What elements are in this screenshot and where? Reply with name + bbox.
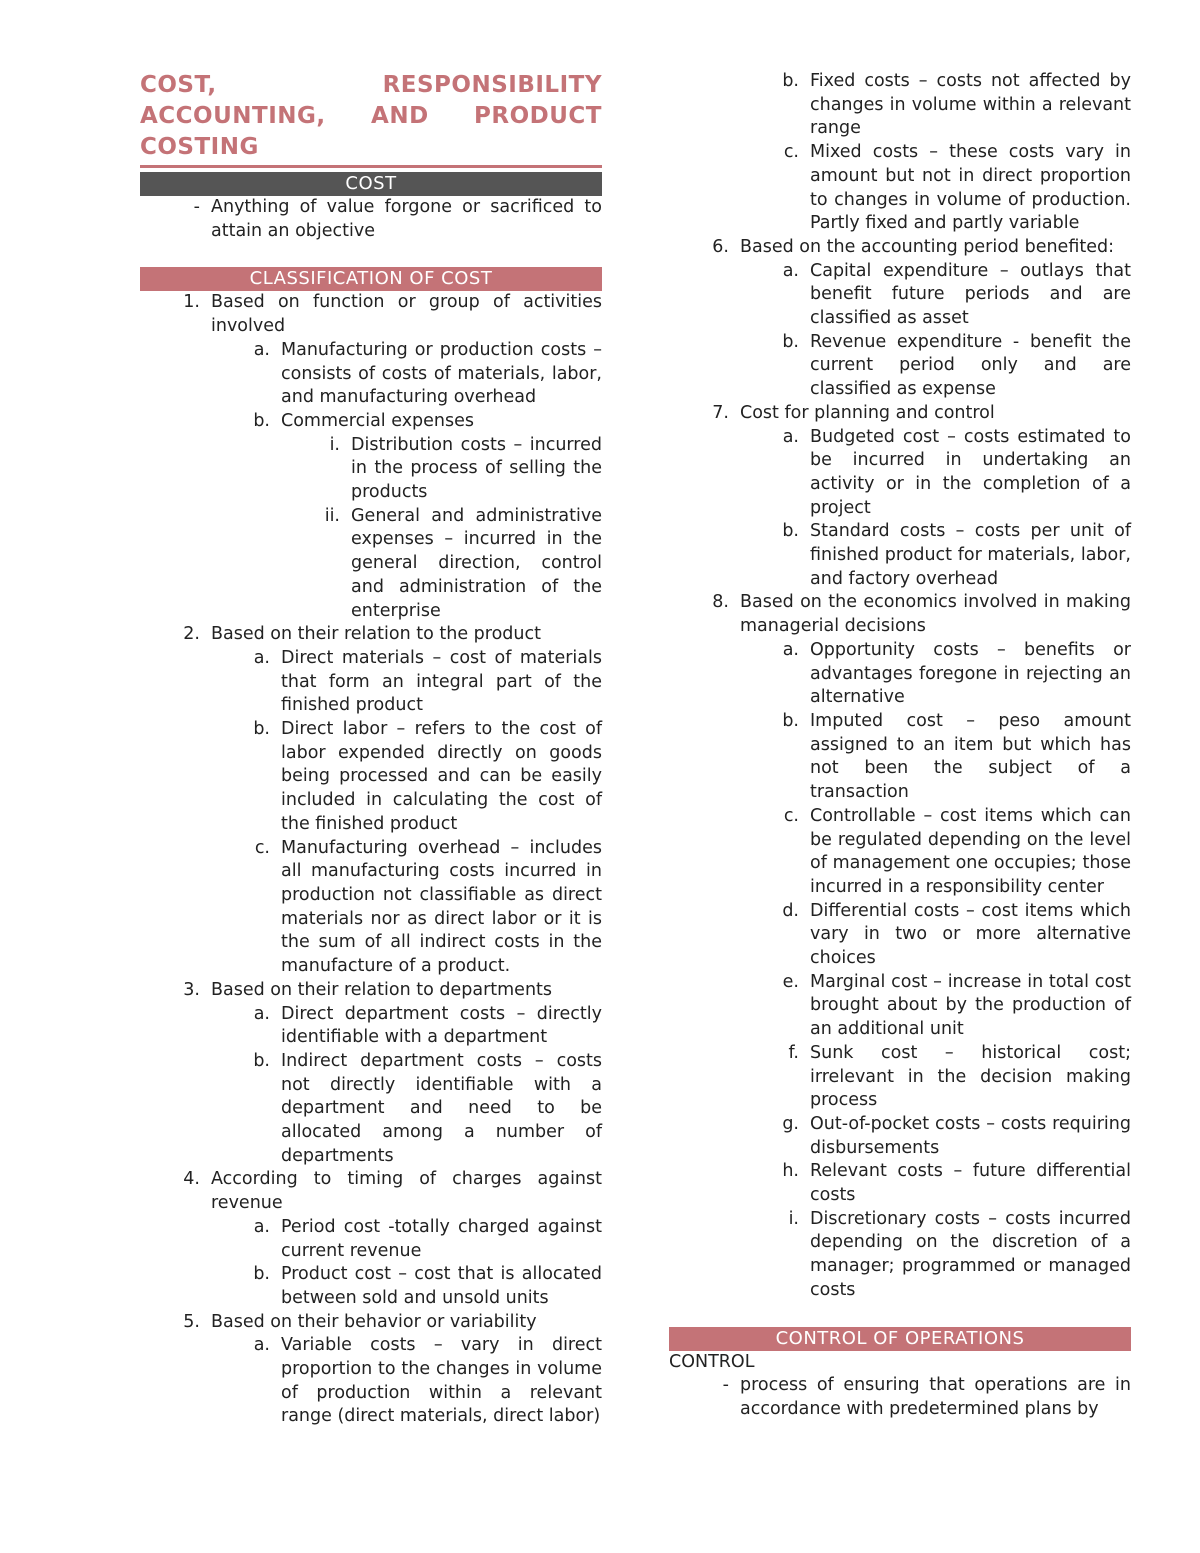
list-subitem: a. Variable costs – vary in direct proportion to the changes in volume of production within a relevant range (direct materials, direct labor) bbox=[253, 1335, 602, 1427]
dash-bullet: - bbox=[722, 1375, 729, 1396]
list-item: 8. Based on the economics involved in making managerial decisions bbox=[712, 592, 1131, 637]
section-heading-control: CONTROL OF OPERATIONS bbox=[669, 1327, 1131, 1351]
list-subitem: c. Mixed costs – these costs vary in amount but not in direct proportion to changes in volume of production. Partly fixed and partly variable bbox=[783, 142, 1131, 234]
list-subsubitem: i. Distribution costs – incurred in the process of selling the products bbox=[329, 434, 602, 503]
list-subitem: c. Controllable – cost items which can be regulated depending on the level of management one occupies; those incurred in a responsibility center bbox=[783, 805, 1131, 897]
dash-bullet: - bbox=[193, 197, 200, 217]
list-subitem: b. Standard costs – costs per unit of finished product for materials, labor, and factory overhead bbox=[782, 521, 1131, 589]
list-subitem: f. Sunk cost – historical cost; irrelevant in the decision making process bbox=[788, 1042, 1131, 1111]
section-heading-cost: COST bbox=[140, 172, 602, 196]
list-subitem: a. Manufacturing or production costs – consists of costs of materials, labor, and manufacturing overhead bbox=[253, 339, 602, 408]
list-subitem: c. Manufacturing overhead – includes all manufacturing costs incurred in production not classifiable as direct materials nor as direct labor or it is the sum of all indirect costs in the manufacture of a product. bbox=[254, 837, 602, 977]
title-rule bbox=[140, 165, 602, 168]
cost-definition: - Anything of value forgone or sacrificed to attain an objective bbox=[176, 196, 602, 243]
section-heading-classification: CLASSIFICATION OF COST bbox=[140, 267, 602, 291]
list-item: 5. Based on their behavior or variability bbox=[183, 1311, 537, 1332]
list-subitem: b. Revenue expenditure - benefit the current period only and are classified as expense bbox=[782, 331, 1131, 400]
list-subitem: g. Out-of-pocket costs – costs requiring disbursements bbox=[782, 1113, 1131, 1158]
list-item: 7. Cost for planning and control bbox=[712, 402, 995, 423]
list-subitem: a. Direct materials – cost of materials that form an integral part of the finished product bbox=[253, 647, 602, 716]
list-subsubitem: ii. General and administrative expenses – incurred in the general direction, control and administration of the enterprise bbox=[324, 505, 602, 621]
list-subitem: b. Direct labor – refers to the cost of labor expended directly on goods being processed and can be easily included in calculating the cost of the finished product bbox=[253, 719, 602, 834]
list-subitem: a. Opportunity costs – benefits or advantages foregone in rejecting an alternative bbox=[782, 639, 1131, 708]
list-subitem: b. Indirect department costs – costs not directly identifiable with a department and need to be allocated among a number of departments bbox=[253, 1050, 602, 1166]
list-item: 6. Based on the accounting period benefited: bbox=[712, 236, 1114, 257]
list-subitem: a. Direct department costs – directly identifiable with a department bbox=[253, 1003, 602, 1048]
list-subitem: i. Discretionary costs – costs incurred depending on the discretion of a manager; programmed or managed costs bbox=[788, 1208, 1131, 1300]
list-subitem: a. Period cost -totally charged against current revenue bbox=[253, 1216, 602, 1261]
list-subitem: a. Capital expenditure – outlays that benefit future periods and are classified as asset bbox=[782, 260, 1131, 329]
page-title: COST, RESPONSIBILITY ACCOUNTING, AND PRODUCT COSTING bbox=[140, 72, 602, 160]
control-definition: - process of ensuring that operations are in accordance with predetermined plans by bbox=[705, 1374, 1131, 1421]
list-subitem: b. Fixed costs – costs not affected by changes in volume within a relevant range bbox=[782, 71, 1131, 139]
list-item: 2. Based on their relation to the product bbox=[183, 624, 541, 645]
list-subitem: e. Marginal cost – increase in total cost brought about by the production of an additional unit bbox=[782, 971, 1131, 1040]
right-column bbox=[669, 70, 1131, 1422]
control-term: CONTROL bbox=[669, 1351, 755, 1372]
list-subitem: b. Commercial expenses bbox=[253, 410, 475, 431]
list-subitem: h. Relevant costs – future differential costs bbox=[782, 1161, 1131, 1206]
left-column bbox=[140, 70, 602, 1429]
list-subitem: a. Budgeted cost – costs estimated to be incurred in undertaking an activity or in the completion of a project bbox=[782, 426, 1131, 518]
list-item: 4. According to timing of charges against revenue bbox=[183, 1169, 602, 1214]
list-subitem: b. Product cost – cost that is allocated between sold and unsold units bbox=[253, 1264, 602, 1308]
list-subitem: b. Imputed cost – peso amount assigned to an item but which has not been the subject of a transaction bbox=[782, 710, 1131, 803]
list-item: 3. Based on their relation to departments bbox=[183, 979, 553, 1000]
list-item: 1. Based on function or group of activities involved bbox=[183, 292, 602, 337]
list-subitem: d. Differential costs – cost items which vary in two or more alternative choices bbox=[782, 900, 1131, 969]
